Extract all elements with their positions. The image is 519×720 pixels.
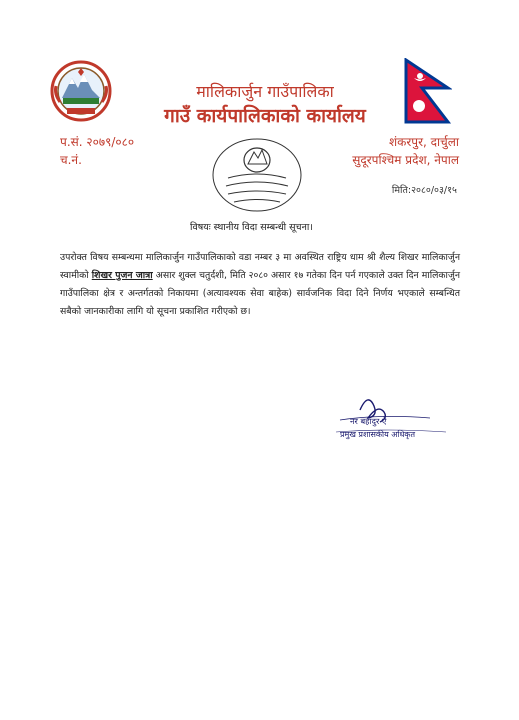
signatory-name: नर बहादुर ऐ [350, 416, 387, 426]
address-block [352, 133, 459, 169]
office-title: गाउँ कार्यपालिकाको कार्यालय [164, 105, 366, 127]
notice-date: मिति:२०८०/०३/१५ [391, 185, 457, 196]
body-emphasis: शिखर पुजन जात्रा [91, 270, 153, 281]
dispatch-number: च.नं. [60, 153, 82, 167]
body-text-part2: असार शुक्ल चतुर्दशी, मिति २०८० असार १७ गतेका दिन पर्न गएकाले उक्त दिन मालिकार्जुन गाउँपालिका क्षेत्र र अन्तर्गतको निकायमा (अत्यावश्यक सेवा बाहेक) सार्वजनिक विदा दिने निर्णय भएकाले सम्बन्धित सबैको जानकारीका लागि यो सूचना प्रकाशित गरीएको छ। [60, 270, 461, 317]
notice-body [60, 249, 460, 321]
address-province: सुदूरपश्चिम प्रदेश, नेपाल [352, 153, 459, 167]
notice-subject: विषयः स्थानीय विदा सम्बन्धी सूचना। [190, 222, 313, 233]
office-name: मालिकार्जुन गाउँपालिका [196, 82, 334, 101]
address-place: शंकरपुर, दार्चुला [389, 135, 459, 149]
reference-number: प.सं. २०७९/०८० [60, 135, 135, 149]
nepal-flag-icon [404, 58, 452, 124]
office-seal-icon [210, 136, 305, 214]
reference-block [60, 133, 134, 169]
signatory-title: प्रमुख प्रशासकीय अधिकृत [340, 430, 416, 439]
nepal-emblem-icon [50, 60, 112, 122]
body-text-part1: उपरोक्त विषय सम्बन्धमा मालिकार्जुन गाउँपालिकाको वडा नम्बर ३ मा अवस्थित राष्ट्रिय धाम श्री शैल्य शिखर मालिकार्जुन स्वामीको [60, 252, 460, 281]
